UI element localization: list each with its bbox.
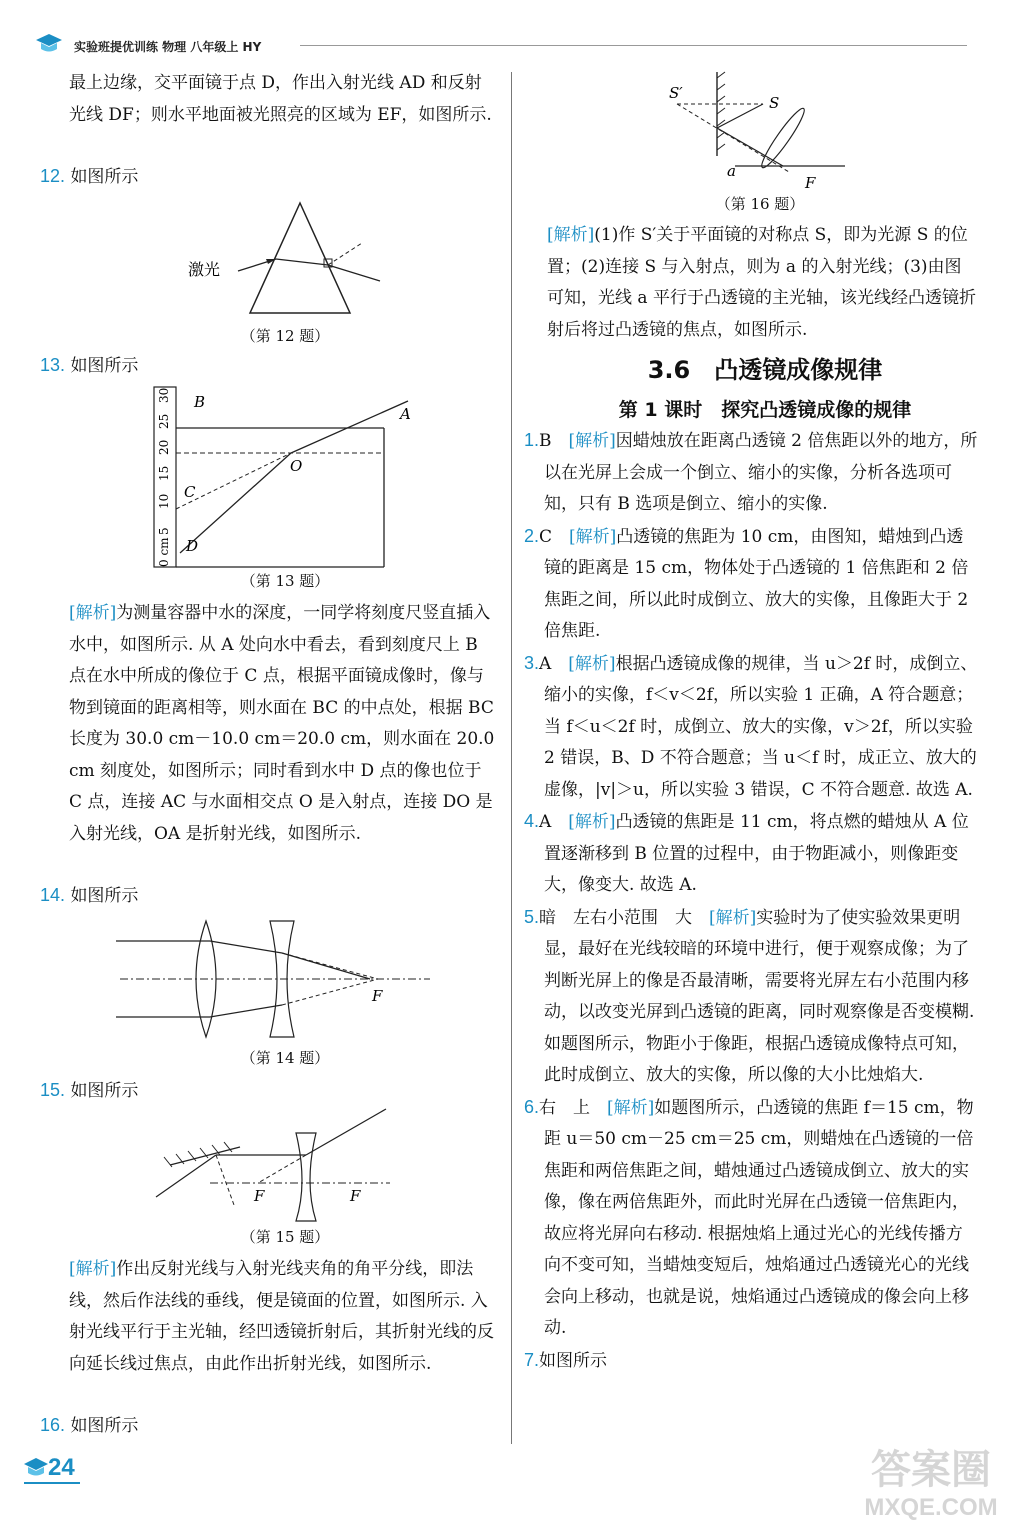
answer-item: 6.右 上 [解析]如题图所示，凸透镜的焦距 f＝15 cm，物距 u＝50 cm－25 cm＝25 cm，则蜡烛在凸透镜的一倍焦距和两倍焦距之间，蜡烛通过凸透镜成倒立、放大的实像，像在两倍焦距外，而此时光屏在凸透镜一倍焦距内，故应将光屏向右移动. 根据烛焰上通过光心的光线传播方向不变可知，当蜡烛变短后，烛焰通过凸透镜光心的光线会向上移动，也就是说，烛焰通过凸透镜成的像会向上移动. — [524, 1096, 974, 1338]
svg-text:S: S — [769, 94, 780, 112]
q12-caption: （第 12 题） — [240, 327, 330, 345]
q13-analysis — [69, 598, 497, 850]
svg-text:A: A — [400, 405, 411, 423]
svg-text:0 cm: 0 cm — [157, 537, 171, 567]
q16-caption: （第 16 题） — [715, 195, 805, 213]
q16-analysis-tag: [解析] — [547, 225, 595, 245]
q15-text: 如图所示 — [70, 1081, 139, 1101]
q11-continued-text: 最上边缘，交平面镜于点 D，作出入射光线 AD 和反射光线 DF；则水平地面被光照亮的区域为 EF，如图所示. — [69, 73, 492, 125]
q13-caption: （第 13 题） — [240, 572, 330, 590]
answer-item: 2.C [解析]凸透镜的焦距为 10 cm，由图知，蜡烛到凸透镜的距离是 15 cm，物体处于凸透镜的 1 倍焦距和 2 倍焦距之间，所以此时成倒立、放大的实像，且像距大于 2 倍焦距. — [524, 525, 969, 641]
header-title: 实验班提优训练 物理 八年级上 HY — [74, 40, 262, 54]
q16-text: 如图所示 — [70, 1416, 139, 1436]
svg-text:F: F — [254, 1187, 265, 1205]
q13-analysis-tag: [解析] — [69, 603, 117, 623]
q16-figure — [665, 68, 855, 192]
q16-heading — [40, 1410, 138, 1443]
q16-analysis — [547, 220, 977, 346]
q14-number: 14. — [40, 885, 66, 905]
q14-heading — [40, 880, 138, 913]
q15-analysis-text: 作出反射光线与入射光线夹角的角平分线，即法线，然后作法线的垂线，便是镜面的位置，如图所示. 入射光线平行于主光轴，经凹透镜折射后，其折射光线的反向延长线过焦点，由此作出折射光线，如图所示. — [69, 1259, 494, 1374]
q13-analysis-text: 为测量容器中水的深度，一同学将刻度尺竖直插入水中，如图所示. 从 A 处向水中看去，看到刻度尺上 B 点在水中所成的像位于 C 点，根据平面镜成像时，像与物到镜面的距离相等，则水面在 BC 的中点处，根据 BC 长度为 30.0 cm－10.0 cm＝20.0 cm，则水面在 20.0 cm 刻度处，如图所示；同时看到水中 D 点的像也位于 C 点，连接 AC 与水面相交点 O 是入射点，连接 DO 是入射光线，OA 是折射光线，如图所示. — [69, 603, 495, 844]
svg-text:O: O — [290, 457, 303, 475]
section-title: 3.6 凸透镜成像规律 — [647, 356, 883, 384]
column-divider — [511, 72, 512, 1444]
header-rule — [300, 45, 967, 46]
q12-heading — [40, 161, 138, 194]
answer-list — [524, 425, 979, 1377]
q13-figure — [150, 383, 420, 569]
svg-text:B: B — [194, 393, 206, 411]
answer-item: 4.A [解析]凸透镜的焦距是 11 cm，将点燃的蜡烛从 A 位置逐渐移到 B 位置的过程中，由于物距减小，则像距变大，像变大. 故选 A. — [524, 811, 969, 895]
q14-figure — [110, 915, 440, 1045]
answer-item: 1.B [解析]因蜡烛放在距离凸透镜 2 倍焦距以外的地方，所以在光屏上会成一个倒立、缩小的实像，分析各选项可知，只有 B 选项是倒立、缩小的实像. — [524, 430, 978, 514]
svg-text:D: D — [186, 537, 199, 555]
page-cap-icon — [24, 1456, 48, 1480]
page-number-badge — [24, 1452, 84, 1484]
answer-item: 3.A [解析]根据凸透镜成像的规律，当 u＞2f 时，成倒立、缩小的实像，f＜v＜2f，所以实验 1 正确，A 符合题意；当 f＜u＜2f 时，成倒立、放大的实像，v＞2f，所以实验 2 错误，B、D 不符合题意；当 u＜f 时，成正立、放大的虚像，|v|＞u，所以实验 3 错误，C 不符合题意. 故选 A. — [524, 652, 978, 800]
q16-number: 16. — [40, 1415, 66, 1435]
q15-number: 15. — [40, 1080, 66, 1100]
watermark — [836, 1446, 1026, 1530]
svg-text:25: 25 — [157, 413, 171, 429]
svg-text:C: C — [184, 483, 196, 501]
watermark-logo-text: 答案圈 — [871, 1447, 991, 1493]
watermark-url: MXQE.COM — [864, 1494, 998, 1521]
q14-caption: （第 14 题） — [240, 1049, 330, 1067]
prism-shape — [250, 203, 350, 313]
svg-text:S′: S′ — [669, 84, 683, 102]
svg-text:a: a — [727, 162, 736, 180]
svg-text:5: 5 — [157, 527, 171, 535]
answer-item: 5.暗 左右小范围 大 [解析]实验时为了使实验效果更明显，最好在光线较暗的环境中进行，便于观察成像；为了判断光屏上的像是否最清晰，需要将光屏左右小范围内移动，以改变光屏到凸透镜的距离，同时观察像是否变模糊. 如题图所示，物距小于像距，根据凸透镜成像特点可知，此时成倒立、放大的实像，所以像的大小比烛焰大. — [524, 906, 975, 1085]
svg-text:F: F — [350, 1187, 361, 1205]
q15-heading — [40, 1075, 138, 1108]
q12-text: 如图所示 — [70, 167, 139, 187]
svg-text:15: 15 — [157, 465, 171, 481]
lesson-title: 第 1 课时 探究凸透镜成像的规律 — [618, 399, 912, 421]
svg-text:F: F — [805, 174, 816, 192]
laser-label: 激光 — [188, 260, 221, 279]
q15-figure — [150, 1105, 400, 1225]
q12-figure — [180, 195, 410, 325]
svg-text:10: 10 — [157, 493, 171, 509]
svg-text:30: 30 — [157, 387, 171, 403]
q12-number: 12. — [40, 166, 66, 186]
q15-analysis-tag: [解析] — [69, 1259, 117, 1279]
answer-item: 7.如图所示 — [524, 1349, 608, 1371]
q15-analysis — [69, 1254, 497, 1380]
q13-text: 如图所示 — [70, 356, 139, 376]
q13-number: 13. — [40, 355, 66, 375]
header-logo-icon — [36, 34, 62, 54]
q16-analysis-text: (1)作 S′关于平面镜的对称点 S，即为光源 S 的位置；(2)连接 S 与入射点，则为 a 的入射光线；(3)由图可知，光线 a 平行于凸透镜的主光轴，该光线经凸透镜折射后将过凸透镜的焦点，如图所示. — [547, 225, 976, 340]
page-number: 24 — [48, 1454, 75, 1481]
q15-caption: （第 15 题） — [240, 1228, 330, 1246]
svg-text:20: 20 — [157, 439, 171, 455]
q13-heading — [40, 350, 138, 383]
q14-text: 如图所示 — [70, 886, 139, 906]
svg-text:F: F — [372, 987, 383, 1005]
